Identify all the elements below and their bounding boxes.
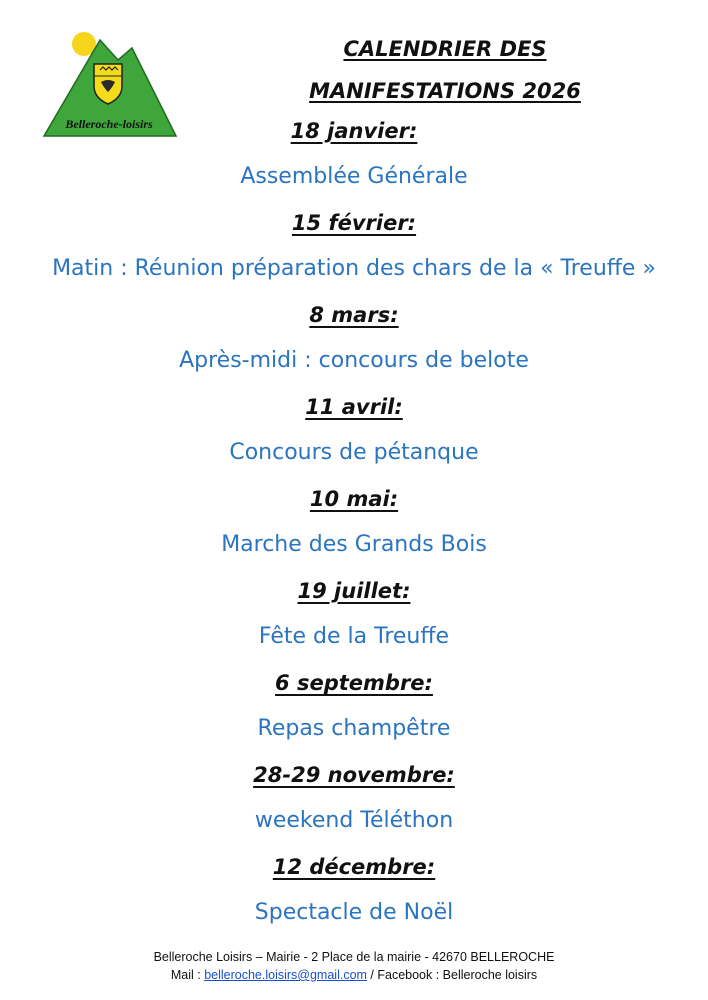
event-date: 15 février:: [291, 211, 417, 235]
event-list: [0, 108, 708, 936]
event-date: 12 décembre:: [272, 855, 436, 879]
title-line-1: CALENDRIER DES: [343, 37, 547, 61]
event-description: Matin : Réunion préparation des chars de la « Treuffe »: [52, 256, 656, 281]
event-item: [0, 108, 708, 200]
event-date: 18 janvier:: [290, 119, 418, 143]
event-description: Assemblée Générale: [240, 164, 468, 189]
event-item: [0, 568, 708, 660]
event-date: 11 avril:: [305, 395, 403, 419]
footer-contact: [0, 966, 708, 984]
email-link[interactable]: belleroche.loisirs@gmail.com: [204, 968, 367, 982]
event-item: [0, 476, 708, 568]
title-line-2: MANIFESTATIONS 2026: [309, 79, 581, 103]
logo-wordmark: Belleroche-loisirs: [65, 117, 153, 131]
footer-address: Belleroche Loisirs – Mairie - 2 Place de la mairie - 42670 BELLEROCHE: [153, 950, 555, 964]
event-date: 19 juillet:: [297, 579, 411, 603]
facebook-text: / Facebook : Belleroche loisirs: [366, 968, 538, 982]
event-date: 10 mai:: [309, 487, 399, 511]
coat-of-arms-icon: [94, 64, 122, 104]
event-item: [0, 384, 708, 476]
mail-label: Mail :: [170, 968, 205, 982]
event-date: 6 septembre:: [275, 671, 433, 695]
event-description: Marche des Grands Bois: [221, 532, 487, 557]
footer: [0, 948, 708, 984]
event-item: [0, 844, 708, 936]
page-title: [250, 28, 640, 112]
event-description: Concours de pétanque: [229, 440, 479, 465]
event-description: Repas champêtre: [257, 716, 451, 741]
event-item: [0, 200, 708, 292]
event-date: 8 mars:: [309, 303, 399, 327]
event-description: weekend Téléthon: [254, 808, 454, 833]
event-date: 28-29 novembre:: [253, 763, 455, 787]
event-description: Après-midi : concours de belote: [179, 348, 529, 373]
event-item: [0, 660, 708, 752]
event-description: Spectacle de Noël: [254, 900, 454, 925]
event-description: Fête de la Treuffe: [258, 624, 450, 649]
event-item: [0, 292, 708, 384]
event-item: [0, 752, 708, 844]
